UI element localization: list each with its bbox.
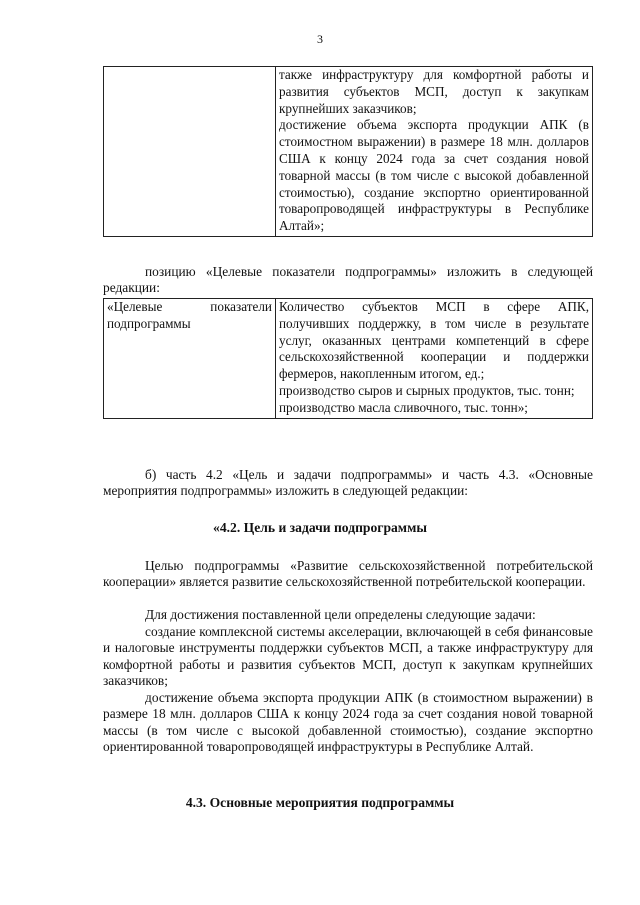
continuation-table [103, 66, 593, 237]
indicator-text: Количество субъектов МСП в сфере АПК, получивших поддержку, в том числе в результате услуг, оказанных центрами компетенций в сфере сельскохозяйственной кооперации и поддержки фермеров, накопленным итогом, ед.; [279, 299, 589, 382]
indicator-text: производство сыров и сырных продуктов, тыс. тонн; [279, 382, 575, 398]
target-indicators-table [103, 298, 593, 419]
section-heading-4-2: «4.2. Цель и задачи подпрограммы [213, 520, 427, 535]
task-paragraph: достижение объема экспорта продукции АПК (в стоимостном выражении) в размере 18 млн. долларов США к концу 2024 года за счет создания новой товарной массы (в том числе с высокой добавленной стоимостью), создание экспортно ориентированной товаропроводящей инфраструктуры в Республике Алтай. [103, 690, 593, 755]
indicators-value-cell [276, 299, 593, 419]
indicator-text: производство масла сливочного, тыс. тонн»; [279, 399, 528, 415]
section-heading-4-3: 4.3. Основные мероприятия подпрограммы [185, 795, 455, 810]
task-text: достижение объема экспорта продукции АПК (в стоимостном выражении) в размере 18 млн. долларов США к концу 2024 года за счет создания новой товарной массы (в том числе с высокой добавленной стоимостью), создание экспортно ориентированной товаропроводящей инфраструктуры в Республике Алтай»; [279, 117, 589, 234]
instruction-paragraph: б) часть 4.2 «Цель и задачи подпрограммы» и часть 4.3. «Основные мероприятия подпрограммы» изложить в следующей редакции: [103, 467, 593, 499]
table-cell-left [104, 67, 276, 237]
table-row [104, 67, 593, 237]
instruction-paragraph: позицию «Целевые показатели подпрограммы» изложить в следующей редакции: [103, 264, 593, 296]
goal-paragraph: Целью подпрограммы «Развитие сельскохозяйственной потребительской кооперации» является развитие сельскохозяйственной потребительской кооперации. [103, 558, 593, 590]
task-paragraph: создание комплексной системы акселерации, включающей в себя финансовые и налоговые инструменты поддержки субъектов МСП, а также инфраструктуру для комфортной работы и развития субъектов МСП, доступ к закупкам крупнейших заказчиков; [103, 624, 593, 689]
table-cell-right [276, 67, 593, 237]
task-text: также инфраструктуру для комфортной работы и развития субъектов МСП, доступ к закупкам крупнейших заказчиков; [279, 67, 589, 116]
tasks-intro-paragraph: Для достижения поставленной цели определены следующие задачи: [145, 607, 536, 622]
table-row [104, 299, 593, 419]
page-number: 3 [317, 32, 323, 46]
indicators-label-cell: «Целевые показатели подпрограммы [104, 299, 276, 419]
